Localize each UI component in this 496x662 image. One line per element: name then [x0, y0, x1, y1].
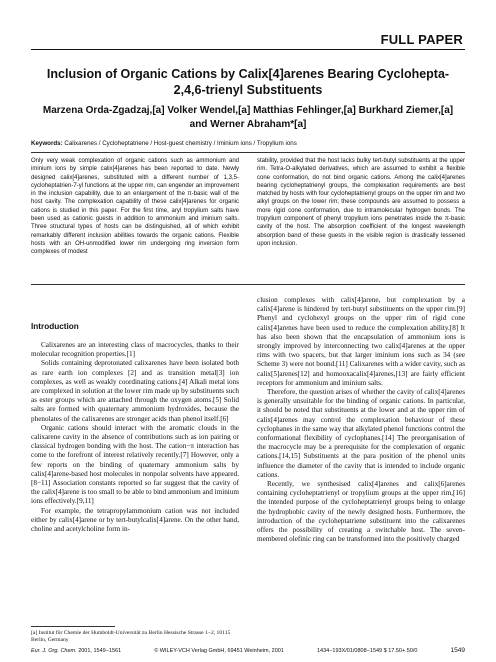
- abstract-right-column: stability, provided that the host lacks bulky tert-butyl substituents at the upper rim. Tetra-O-alkylated derivatives, which are assumed to exhibit a flexible cone conformation, do not bind organic cations. Among the calix[4]arenes bearing cycloheptatrienyl groups, the complexation requirements are best matched by hosts with four cycloheptatrienyl groups on the upper rim and two alkyl groups on the lower rim; these compounds are assumed to possess a more rigid cone conformation, due to intramolecular hydrogen bonds. The tropylium component of phenyl tropylium ions penetrates inside the π-basic cavity of the host. The absorption coefficient of the longest wavelength absorption band of these guests in the visible region is drastically lessened upon inclusion.: [257, 158, 465, 247]
- affiliation-footnote: [31, 630, 239, 644]
- section-heading-introduction: Introduction: [31, 322, 79, 331]
- footer-year-pages: 2001, 1549−1561: [78, 648, 122, 654]
- body-right-column: [257, 296, 465, 544]
- paragraph: Calixarenes are an interesting class of macrocycles, thanks to their molecular recognition properties.[1]: [31, 341, 239, 359]
- footer-publisher: © WILEY-VCH Verlag GmbH, 69451 Weinheim, 2001: [154, 648, 284, 654]
- paragraph: clusion complexes with calix[4]arene, but complexation by a calix[4]arene is hindered by tert-butyl substituents on the upper rim.[9] Phenyl and cyclohexyl groups on the upper rim of rigid cone calix[4]arenes have been used to reduce the complexation ability.[8] It has also been shown that the encapsulation of ammonium ions is strongly improved by interconnecting two calix[4]arenes at the upper rims with two spacers, but that larger iminium ions such as 34 (see Scheme 3) were not bound.[11] Calixarenes with a wider cavity, such as calix[5]arenes[12] and homooxacalix[4]arenes,[13] are fairly efficient receptors for ammonium and iminium salts.: [257, 296, 465, 387]
- section-label: FULL PAPER: [380, 32, 463, 47]
- page-footer: [31, 647, 465, 654]
- paragraph: Solids containing deprotonated calixarenes have been isolated both as rare earth ion complexes [2] and as transition metal[3] ion complexes, as well as weakly coordinating cations.[4] Alkali metal ions are complexed in solution at the lower rim made up by substituents such as ester groups which are attached through the oxygen atoms.[5] Solid salts are formed with quaternary ammonium hydroxides, because the phenolates of the calixarenes are stronger acids than phenol itself.[6]: [31, 359, 239, 423]
- abstract-rule: [31, 284, 465, 285]
- header-rule: [31, 49, 465, 50]
- page-number: 1549: [450, 647, 465, 654]
- abstract-left-column: Only very weak complexation of organic cations such as ammonium and iminium ions by simple calix[4]arenes has been reported to date. Newly designed calix[4]arenes, substituted with a different number of 1,3,5-cycloheptatrien-7-yl functions at the upper rim, can engender an improvement in the inclusion capability, due to an enlargement of the π-basic wall of the host cavity. The complexation capability of these calix[4]arenes for organic cations is studied in this paper. For the first time, aryl tropylium salts have been used as cationic guests in addition to ammonium and iminium salts. Three structural types of hosts can be distinguished, all of which exhibit remarkably different inclusion abilities towards the organic cations. Flexible hosts with an OH-unmodified lower rim undergoing ring inversion form complexes of modest: [31, 158, 239, 256]
- footnote-rule: [31, 626, 115, 627]
- body-left-column: [31, 341, 239, 534]
- article-title: Inclusion of Organic Cations by Calix[4]arenes Bearing Cyclohepta-2,4,6-trienyl Substituents: [46, 67, 450, 97]
- keywords: [31, 140, 465, 148]
- keywords-text: Calixarenes / Cycloheptatriene / Host-guest chemistry / Iminium ions / Tropylium ions: [64, 140, 297, 147]
- paragraph: Therefore, the question arises of whether the cavity of calix[4]arenes is generally unsuitable for the binding of organic cations. In particular, it should be noted that substituents at the lower and at the upper rim of calix[4]arenes may control the complexation behaviour of these cyclophanes in the same way that alkylated phenol functions control the conformational flexibility of cyclophanes.[14] The preorganisation of the macrocycle may be a prerequisite for the complexation of organic cations.[14,15] Substituents at the para position of the phenol units influence the diameter of the cavity that is intended to include organic cations.: [257, 388, 465, 479]
- author-list: Marzena Orda-Zgadzaj,[a] Volker Wendel,[a] Matthias Fehlinger,[a] Burkhard Ziemer,[a] and Werner Abraham*[a]: [42, 105, 454, 130]
- footer-journal: Eur. J. Org. Chem.: [31, 648, 77, 654]
- footer-issn: 1434−193X/01/0808−1549 $ 17.50+.50/0: [316, 648, 418, 654]
- footnote-mark: [a]: [31, 630, 38, 636]
- paragraph: Organic cations should interact with the aromatic clouds in the calixarene cavity in the absence of contributions such as ion pairing or classical hydrogen bonding with the host. The cation−π interaction has come to the forefront of interest relatively recently.[7] However, only a few reports on the binding of quaternary ammonium salts by calix[4]arene-based host molecules in nonpolar solvents have appeared.[8−11] Association constants reported so far suggest that the cavity of the calix[4]arene is too small to be able to bind ammonium and iminium ions effectively.[9,11]: [31, 423, 239, 506]
- keywords-label: Keywords:: [31, 140, 63, 147]
- footer-citation: [31, 648, 121, 654]
- keywords-rule: [31, 152, 465, 153]
- paragraph: Recently, we synthesised calix[4]arenes and calix[6]arenes containing cycloheptatrienyl or tropylium groups at the upper rim,[16] the intended purpose of the cycloheptatrienyl groups being to enlarge the hydrophobic cavity of the newly designed hosts. Furthermore, the introduction of the cycloheptatriene substituent into the calixarenes offers the possibility of creating a switchable host. The seven-membered olefinic ring can be transformed into the positively charged: [257, 480, 465, 544]
- paragraph: For example, the tetrapropylammonium cation was not included either by calix[4]arene or by tert-butylcalix[4]arene. On the other hand, choline and acetylcholine form in-: [31, 506, 239, 534]
- footnote-text: Institut für Chemie der Humboldt-Universität zu Berlin Hessische Strasse 1−2, 10115 Berlin, Germany: [31, 630, 231, 643]
